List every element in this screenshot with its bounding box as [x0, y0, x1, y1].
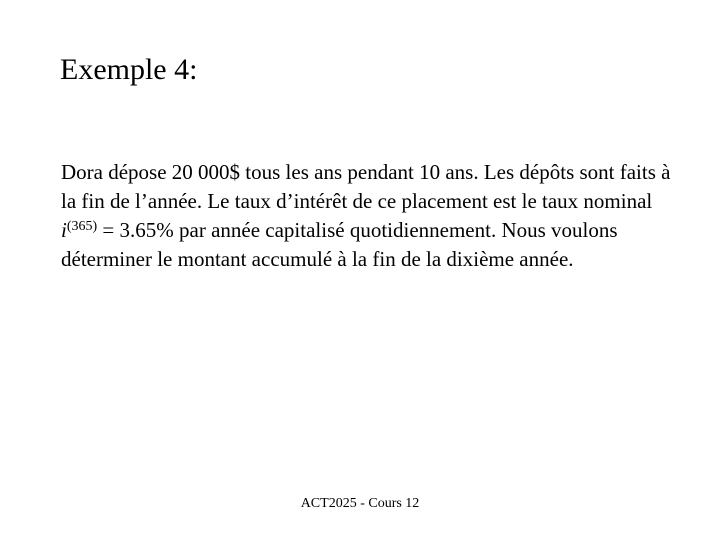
problem-statement — [61, 158, 681, 274]
rate-variable: i — [61, 218, 67, 242]
slide-footer: ACT2025 - Cours 12 — [300, 496, 420, 511]
statement-text-start: Dora dépose 20 000$ tous les ans pendant 10 ans. Les dépôts sont faits à la fin de l’année. Le taux d’intérêt de ce placement est le taux nominal — [61, 160, 671, 213]
slide-body — [61, 158, 681, 274]
rate-superscript: (365) — [66, 219, 98, 234]
statement-text-end: = 3.65% par année capitalisé quotidiennement. Nous voulons déterminer le montant accumulé à la fin de la dixième année. — [61, 218, 618, 271]
slide-title: Exemple 4: — [60, 53, 198, 86]
